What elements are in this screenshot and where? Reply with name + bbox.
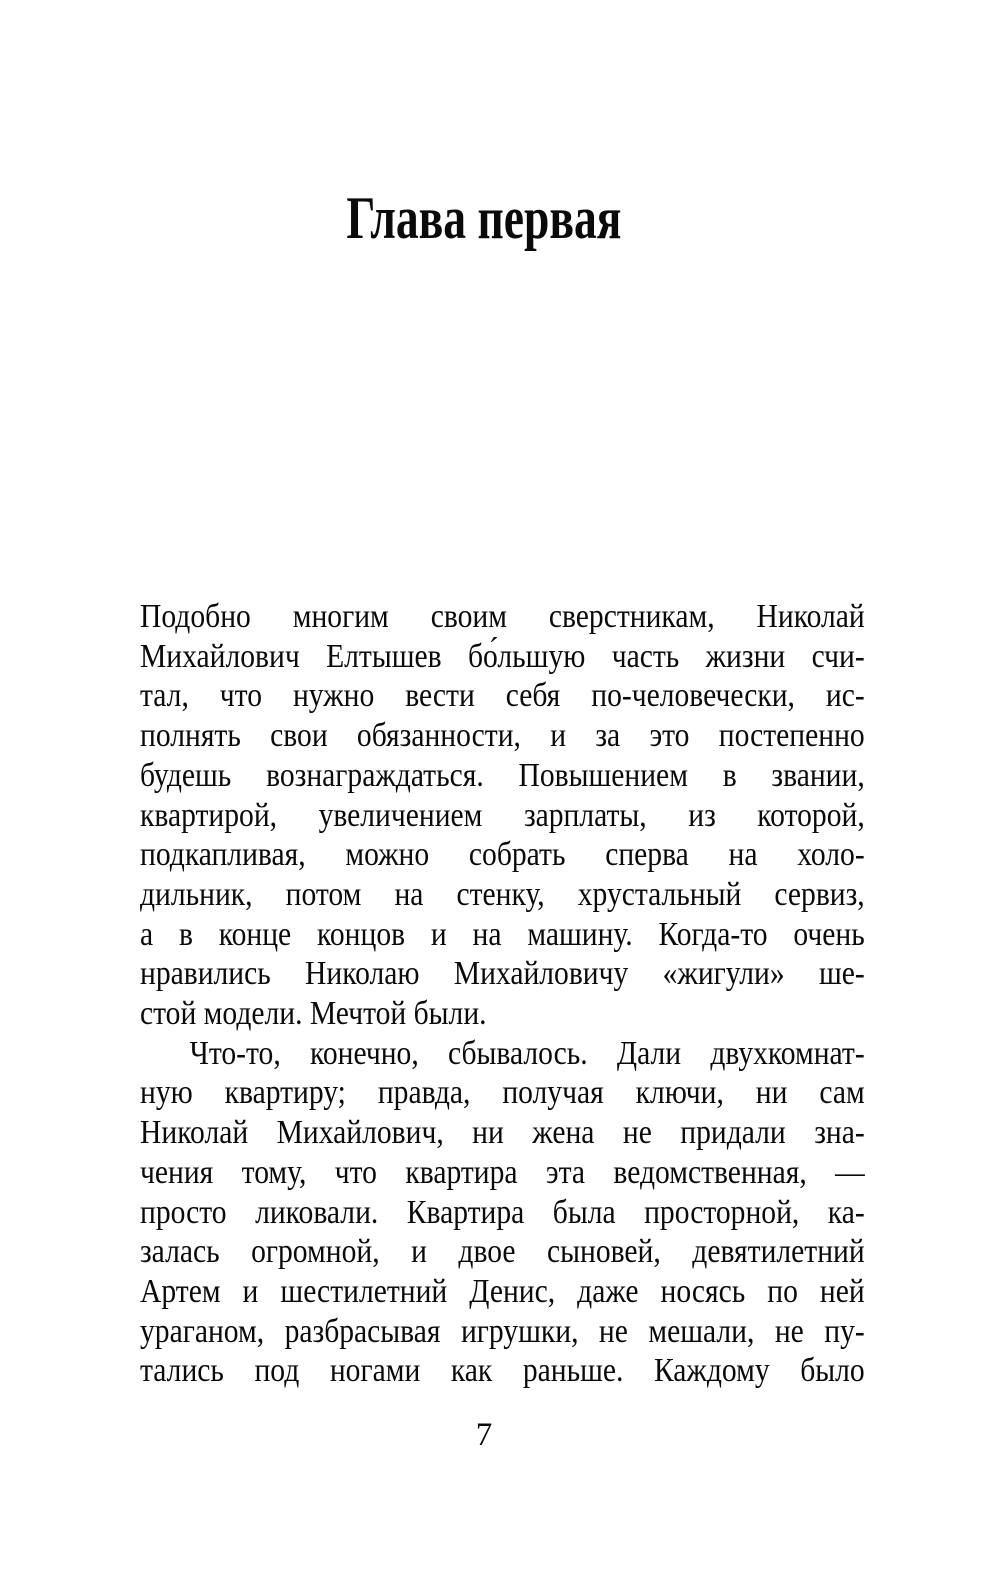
body-text xyxy=(140,597,865,1391)
text-line: полнять свои обязанности, и за это постепенно xyxy=(140,717,865,755)
paragraph xyxy=(140,597,865,1034)
text-line: Михайлович Елтышев бо́льшую часть жизни счи- xyxy=(140,637,865,675)
text-line: Николай Михайлович, ни жена не придали зна- xyxy=(140,1114,865,1152)
text-line: просто ликовали. Квартира была просторной, ка- xyxy=(140,1193,865,1231)
page-number: 7 xyxy=(475,1417,493,1453)
text-line: залась огромной, и двое сыновей, девятилетний xyxy=(140,1233,865,1271)
text-line: подкапливая, можно собрать сперва на холо- xyxy=(140,836,865,874)
text-line: ураганом, разбрасывая игрушки, не мешали, не пу- xyxy=(140,1312,865,1350)
text-line: дильник, потом на стенку, хрустальный сервиз, xyxy=(140,875,865,913)
text-line: стой модели. Мечтой были. xyxy=(140,995,487,1033)
paragraph xyxy=(140,1034,865,1391)
text-line: квартирой, увеличением зарплаты, из которой, xyxy=(140,796,865,834)
text-line: Что-то, конечно, сбывалось. Дали двухкомнат- xyxy=(189,1034,865,1072)
text-line: Артем и шестилетний Денис, даже носясь по ней xyxy=(140,1272,865,1310)
text-line: чения тому, что квартира эта ведомственная, — xyxy=(140,1153,865,1191)
text-line: тал, что нужно вести себя по-человечески, ис- xyxy=(140,677,865,715)
text-line: тались под ногами как раньше. Каждому было xyxy=(140,1352,865,1390)
text-line: нравились Николаю Михайловичу «жигули» ше- xyxy=(140,955,865,993)
chapter-heading xyxy=(124,185,844,251)
text-line: ную квартиру; правда, получая ключи, ни сам xyxy=(140,1074,865,1112)
chapter-title: Глава первая xyxy=(346,185,622,251)
text-line: будешь вознаграждаться. Повышением в звании, xyxy=(140,756,865,794)
text-line: а в конце концов и на машину. Когда-то очень xyxy=(140,915,865,953)
text-line: Подобно многим своим сверстникам, Николай xyxy=(140,598,865,635)
